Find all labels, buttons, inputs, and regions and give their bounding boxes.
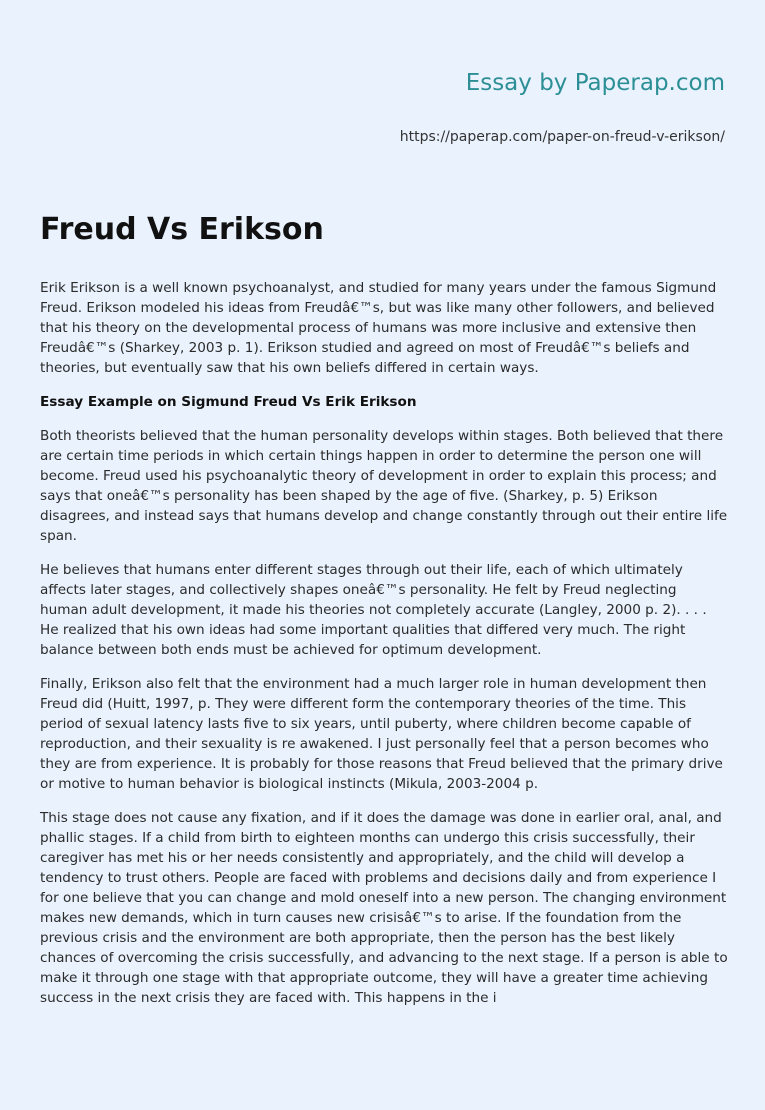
body-paragraph-2: He believes that humans enter different stages through out their life, each of which ultimately affects later stages, and collectively shapes oneâ€™s personality. He felt by Freud neglecting human adult development, it made his theories not completely accurate (Langley, 2000 p. 2). . . . He realized that his own ideas had some important qualities that differed very much. The right balance between both ends must be achieved for optimum development.: [40, 562, 707, 658]
essay-body: [40, 278, 728, 1022]
essay-title: Freud Vs Erikson: [40, 212, 324, 247]
site-brand[interactable]: Essay by Paperap.com: [465, 70, 725, 96]
intro-paragraph: Erik Erikson is a well known psychoanalyst, and studied for many years under the famous Sigmund Freud. Erikson modeled his ideas from Freudâ€™s, but was like many other followers, and believed that his theory on the developmental process of humans was more inclusive and extensive then Freudâ€™s (Sharkey, 2003 p. 1). Erikson studied and agreed on most of Freudâ€™s beliefs and theories, but eventually saw that his own beliefs differed in certain ways.: [40, 280, 717, 376]
body-paragraph-1: Both theorists believed that the human personality develops within stages. Both believed that there are certain time periods in which certain things happen in order to determine the person one will become. Freud used his psychoanalytic theory of development in order to explain this process; and says that oneâ€™s personality has been shaped by the age of five. (Sharkey, p. 5) Erikson disagrees, and instead says that humans develop and change constantly through out their entire life span.: [40, 428, 728, 544]
body-paragraph-4: This stage does not cause any fixation, and if it does the damage was done in earlier oral, anal, and phallic stages. If a child from birth to eighteen months can undergo this crisis successfully, their caregiver has met his or her needs consistently and appropriately, and the child will develop a tendency to trust others. People are faced with problems and decisions daily and from experience I for one believe that you can change and mold oneself into a new person. The changing environment makes new demands, which in turn causes new crisisâ€™s to arise. If the foundation from the previous crisis and the environment are both appropriate, then the person has the best likely chances of overcoming the crisis successfully, and advancing to the next stage. If a person is able to make it through one stage with that appropriate outcome, they will have a greater time achieving success in the next crisis they are faced with. This happens in the i: [40, 810, 728, 1006]
source-url[interactable]: https://paperap.com/paper-on-freud-v-erikson/: [399, 129, 725, 145]
body-paragraph-3: Finally, Erikson also felt that the environment had a much larger role in human development then Freud did (Huitt, 1997, p. They were different form the contemporary theories of the time. This period of sexual latency lasts five to six years, until puberty, where children become capable of reproduction, and their sexuality is re awakened. I just personally feel that a person becomes who they are from experience. It is probably for those reasons that Freud believed that the primary drive or motive to human behavior is biological instincts (Mikula, 2003-2004 p.: [40, 676, 723, 792]
essay-subheading: Essay Example on Sigmund Freud Vs Erik Erikson: [40, 394, 417, 410]
